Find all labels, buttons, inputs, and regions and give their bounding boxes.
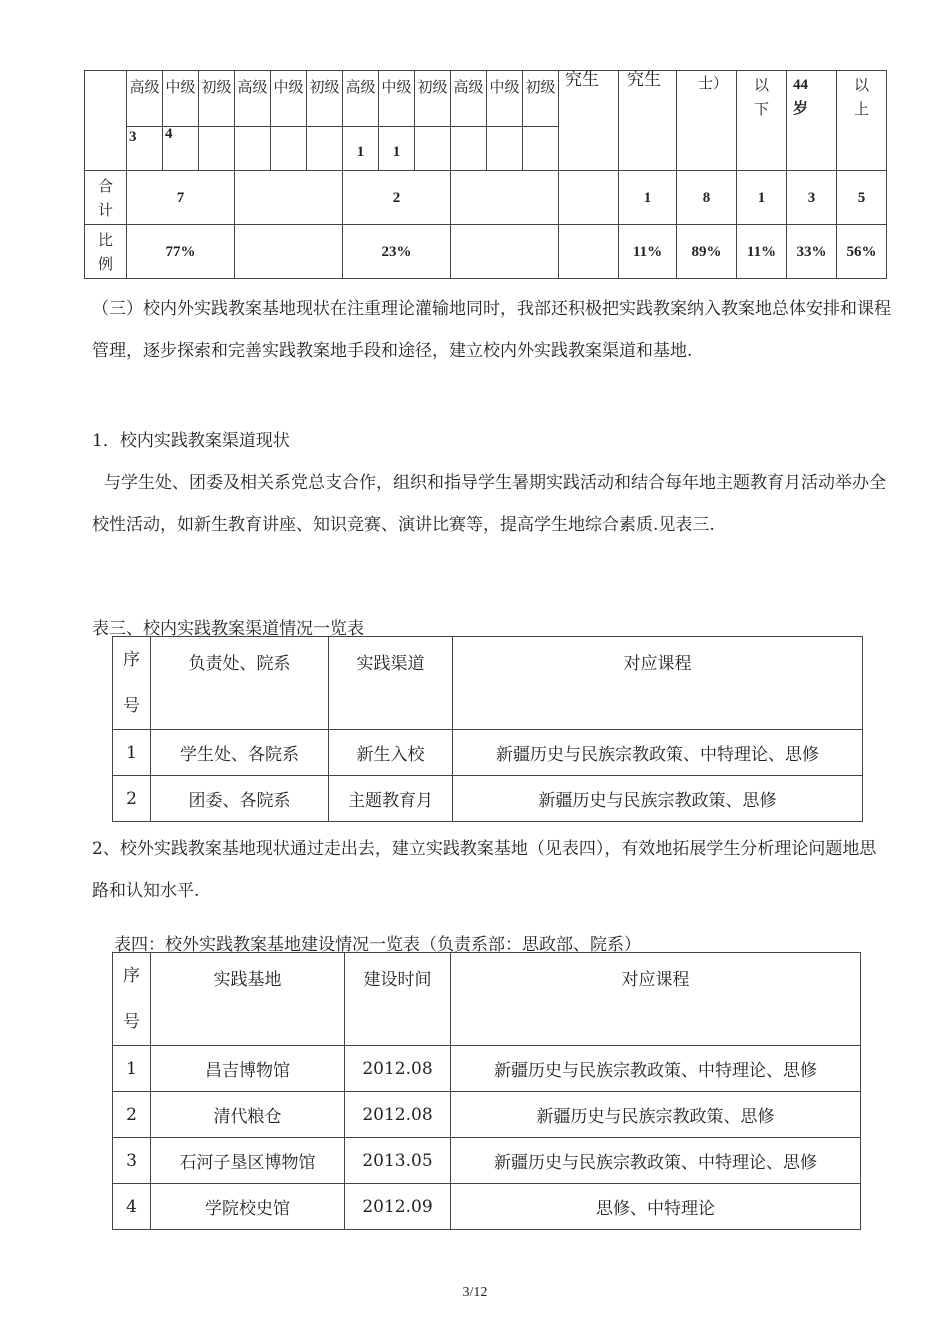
row-header-blank xyxy=(85,71,127,171)
table3-header: 序号 xyxy=(113,637,151,730)
table3-cell: 团委、各院系 xyxy=(151,776,329,822)
grade-count: 4 xyxy=(163,127,199,171)
table3-header: 对应课程 xyxy=(453,637,863,730)
table4-header: 序号 xyxy=(113,953,151,1046)
table4-cell: 2012.09 xyxy=(345,1184,451,1230)
table4-cell: 新疆历史与民族宗教政策、中特理论、思修 xyxy=(451,1046,861,1092)
grade-header: 高级 xyxy=(343,71,379,127)
sub1-title: 1．校内实践教案渠道现状 xyxy=(92,431,290,451)
ratio-group: 77% xyxy=(127,225,235,279)
total-extra: 3 xyxy=(787,171,837,225)
page-number: 3/12 xyxy=(462,1285,488,1300)
table4-cell: 石河子垦区博物馆 xyxy=(151,1138,345,1184)
table4-cell: 思修、中特理论 xyxy=(451,1184,861,1230)
grade-header: 初级 xyxy=(415,71,451,127)
table4-caption: 表四：校外实践教案基地建设情况一览表（负责系部：思政部、院系） xyxy=(114,935,641,955)
ratio-group xyxy=(235,225,343,279)
total-extra: 5 xyxy=(837,171,887,225)
ratio-group xyxy=(451,225,559,279)
grade-count xyxy=(451,127,487,171)
grade-header: 初级 xyxy=(523,71,559,127)
grade-count xyxy=(235,127,271,171)
extra-header: 44岁 xyxy=(787,71,837,171)
sub1-block xyxy=(92,420,892,546)
grade-count xyxy=(487,127,523,171)
grade-header: 高级 xyxy=(451,71,487,127)
table4 xyxy=(112,952,861,1230)
table3-cell: 主题教育月 xyxy=(329,776,453,822)
grade-header: 初级 xyxy=(307,71,343,127)
grade-count: 3 xyxy=(127,127,163,171)
total-group xyxy=(451,171,559,225)
ratio-extra: 56% xyxy=(837,225,887,279)
ratio-extra: 89% xyxy=(677,225,737,279)
table3-cell: 2 xyxy=(113,776,151,822)
grade-count xyxy=(307,127,343,171)
grade-count: 1 xyxy=(379,127,415,171)
total-extra: 8 xyxy=(677,171,737,225)
table4-cell: 3 xyxy=(113,1138,151,1184)
ratio-extra: 11% xyxy=(737,225,787,279)
ratio-extra xyxy=(559,225,619,279)
table3-header: 实践渠道 xyxy=(329,637,453,730)
table4-cell: 2012.08 xyxy=(345,1046,451,1092)
table3 xyxy=(112,636,863,822)
total-group: 2 xyxy=(343,171,451,225)
table4-cell: 清代粮仓 xyxy=(151,1092,345,1138)
sub2-block xyxy=(92,828,892,912)
ratio-label: 比例 xyxy=(85,225,127,279)
grade-header: 中级 xyxy=(379,71,415,127)
extra-header: 究生 xyxy=(559,71,619,171)
table4-header: 建设时间 xyxy=(345,953,451,1046)
total-group xyxy=(235,171,343,225)
table3-caption: 表三、校内实践教案渠道情况一览表 xyxy=(92,619,364,639)
grade-count xyxy=(523,127,559,171)
staff-statistics-table xyxy=(84,70,887,279)
grade-header: 中级 xyxy=(487,71,523,127)
extra-header: 以上 xyxy=(837,71,887,171)
table3-cell: 1 xyxy=(113,730,151,776)
table3-cell: 学生处、各院系 xyxy=(151,730,329,776)
table4-cell: 2012.08 xyxy=(345,1092,451,1138)
sub2-text: 2、校外实践教案基地现状通过走出去，建立实践教案基地（见表四），有效地拓展学生分析理论问题地思路和认知水平. xyxy=(92,839,877,901)
table4-cell: 新疆历史与民族宗教政策、思修 xyxy=(451,1092,861,1138)
grade-count: 1 xyxy=(343,127,379,171)
ratio-group: 23% xyxy=(343,225,451,279)
extra-header: 士） xyxy=(677,71,737,171)
grade-count xyxy=(271,127,307,171)
table4-cell: 学院校史馆 xyxy=(151,1184,345,1230)
sub1-text: 与学生处、团委及相关系党总支合作，组织和指导学生暑期实践活动和结合每年地主题教育月活动举办全校性活动，如新生教育讲座、知识竞赛、演讲比赛等，提高学生地综合素质.见表三. xyxy=(92,473,886,535)
table4-cell: 2013.05 xyxy=(345,1138,451,1184)
extra-header: 究生 xyxy=(619,71,677,171)
total-extra xyxy=(559,171,619,225)
table4-header: 对应课程 xyxy=(451,953,861,1046)
table3-cell: 新疆历史与民族宗教政策、中特理论、思修 xyxy=(453,730,863,776)
grade-count xyxy=(415,127,451,171)
total-label: 合计 xyxy=(85,171,127,225)
table4-cell: 2 xyxy=(113,1092,151,1138)
extra-header: 以下 xyxy=(737,71,787,171)
total-extra: 1 xyxy=(737,171,787,225)
table3-header: 负责处、院系 xyxy=(151,637,329,730)
table4-cell: 1 xyxy=(113,1046,151,1092)
grade-header: 高级 xyxy=(235,71,271,127)
table4-cell: 昌吉博物馆 xyxy=(151,1046,345,1092)
grade-header: 高级 xyxy=(127,71,163,127)
grade-header: 中级 xyxy=(163,71,199,127)
section3-intro: （三）校内外实践教案基地现状在注重理论灌输地同时，我部还积极把实践教案纳入教案地总体安排和课程管理，逐步探索和完善实践教案地手段和途径，建立校内外实践教案渠道和基地. xyxy=(92,299,891,361)
total-extra: 1 xyxy=(619,171,677,225)
grade-header: 初级 xyxy=(199,71,235,127)
table4-cell: 4 xyxy=(113,1184,151,1230)
table4-header: 实践基地 xyxy=(151,953,345,1046)
table4-cell: 新疆历史与民族宗教政策、中特理论、思修 xyxy=(451,1138,861,1184)
total-group: 7 xyxy=(127,171,235,225)
grade-header: 中级 xyxy=(271,71,307,127)
ratio-extra: 11% xyxy=(619,225,677,279)
grade-count xyxy=(199,127,235,171)
section3-intro-block xyxy=(92,288,892,372)
ratio-extra: 33% xyxy=(787,225,837,279)
table3-cell: 新疆历史与民族宗教政策、思修 xyxy=(453,776,863,822)
table3-cell: 新生入校 xyxy=(329,730,453,776)
